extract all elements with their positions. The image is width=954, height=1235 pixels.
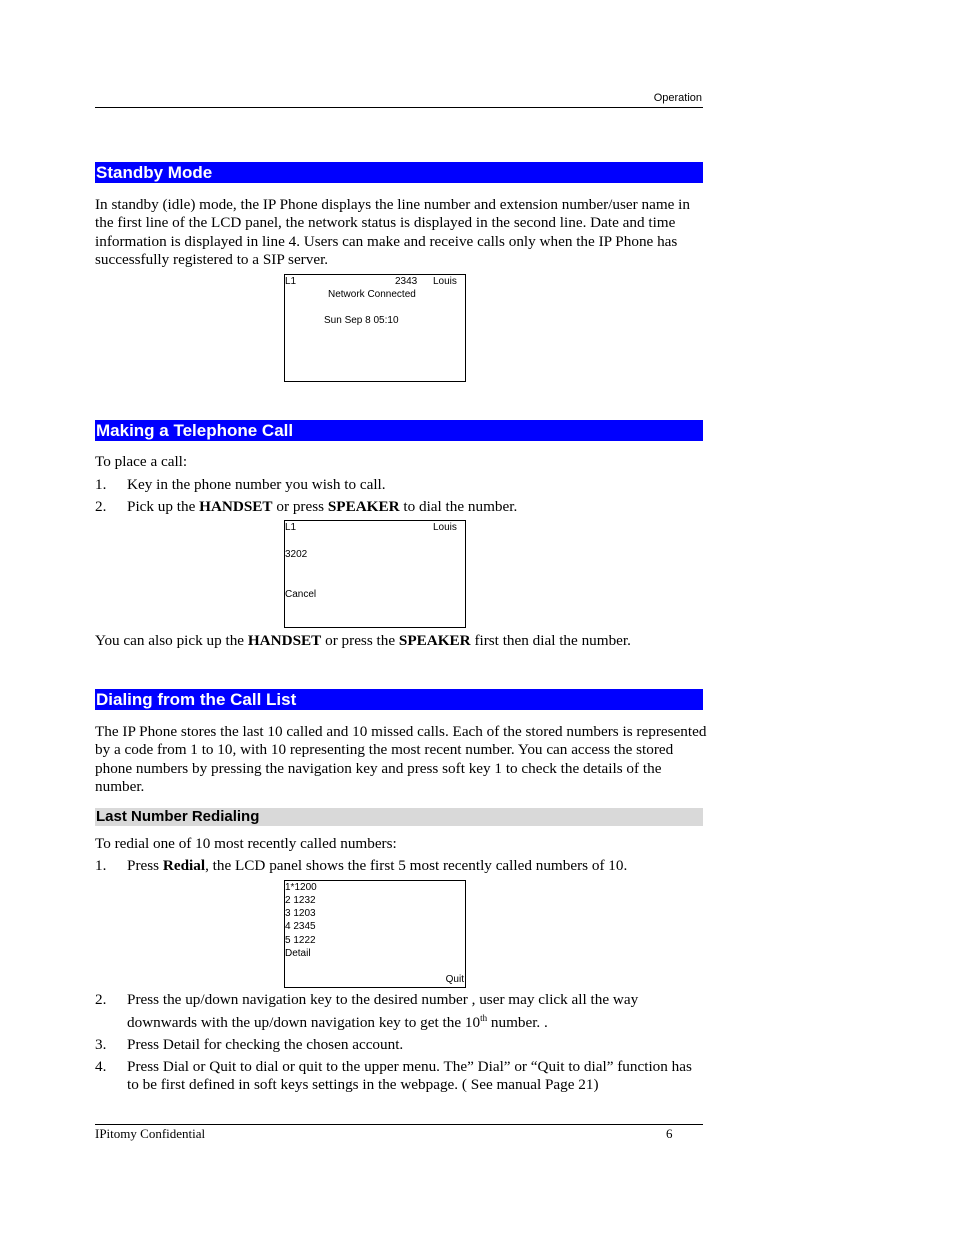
- text-run: downwards with the up/down navigation key to get the 10: [127, 1014, 481, 1031]
- list-text: Press Detail for checking the chosen account.: [127, 1036, 404, 1053]
- list-text: [127, 498, 707, 516]
- header-rule: [95, 107, 703, 108]
- bold-term-handset: HANDSET: [199, 498, 273, 515]
- lcd-line-label: L1: [285, 276, 297, 287]
- text-run: or press: [272, 498, 328, 515]
- bold-term-speaker: SPEAKER: [398, 632, 471, 649]
- lcd-call-entry: 1*1200: [285, 882, 317, 893]
- lcd-user-name: Louis: [433, 522, 457, 533]
- footer-confidential: IPitomy Confidential: [95, 1126, 206, 1141]
- footer-rule: [95, 1124, 703, 1125]
- list-text: Key in the phone number you wish to call.: [127, 476, 386, 493]
- lcd-call-entry: 4 2345: [285, 921, 316, 932]
- text-run: number. .: [487, 1014, 548, 1031]
- ordinal-suffix: th: [480, 1013, 488, 1023]
- lcd-extension: 2343: [395, 276, 418, 287]
- lcd-network-status: Network Connected: [328, 289, 416, 300]
- text-run: first then dial the number.: [470, 632, 631, 649]
- list-number: 4.: [95, 1058, 107, 1075]
- list-text: Press Dial or Quit to dial or quit to the upper menu. The” Dial” or “Quit to dial” function has to be first defined in soft keys settings in the webpage. ( See manual Page 21): [127, 1058, 692, 1094]
- subsection-heading-redial: Last Number Redialing: [95, 808, 703, 826]
- page-number: 6: [666, 1126, 673, 1141]
- text-run: You can also pick up the: [95, 632, 248, 649]
- list-number: 1.: [95, 476, 107, 493]
- text-run: , the LCD panel shows the first 5 most recently called numbers of 10.: [205, 857, 628, 874]
- text-line: [127, 1014, 548, 1032]
- running-header: Operation: [653, 92, 702, 104]
- lcd-redial-list: [284, 880, 466, 988]
- lcd-softkey-cancel: Cancel: [285, 589, 317, 600]
- making-call-intro: To place a call:: [95, 453, 188, 470]
- text-line: Press the up/down navigation key to the desired number , user may click all the way: [127, 991, 639, 1008]
- lcd-datetime: Sun Sep 8 05:10: [324, 315, 399, 326]
- list-number: 2.: [95, 991, 107, 1008]
- lcd-softkey-detail: Detail: [285, 948, 311, 959]
- lcd-call-entry: 2 1232: [285, 895, 316, 906]
- text-run: to dial the number.: [399, 498, 518, 515]
- list-text: [127, 857, 707, 875]
- lcd-line-label: L1: [285, 522, 297, 533]
- section-heading-call-list: Dialing from the Call List: [95, 689, 703, 710]
- lcd-dialing: [284, 520, 466, 628]
- text-run: Press: [127, 857, 163, 874]
- text-run: or press the: [321, 632, 399, 649]
- list-number: 2.: [95, 498, 107, 515]
- bold-term-speaker: SPEAKER: [327, 498, 400, 515]
- bold-term-redial: Redial: [162, 857, 206, 874]
- redial-intro: To redial one of 10 most recently called numbers:: [95, 835, 397, 852]
- section-heading-standby: Standby Mode: [95, 162, 703, 183]
- section-heading-making-call: Making a Telephone Call: [95, 420, 703, 441]
- bold-term-handset: HANDSET: [247, 632, 322, 649]
- call-list-paragraph: The IP Phone stores the last 10 called and 10 missed calls. Each of the stored numbers is represented by a code from 1 to 10, with 10 representing the most recent number. You can access the stored phone numbers by pressing the navigation key and press soft key 1 to check the details of the number.: [95, 723, 707, 795]
- lcd-call-entry: 5 1222: [285, 935, 316, 946]
- list-item: [95, 991, 707, 1031]
- text-run: Pick up the: [127, 498, 200, 515]
- list-number: 1.: [95, 857, 107, 874]
- lcd-call-entry: 3 1203: [285, 908, 316, 919]
- lcd-softkey-quit: Quit: [445, 974, 464, 985]
- standby-paragraph: In standby (idle) mode, the IP Phone displays the line number and extension number/user name in the first line of the LCD panel, the network status is displayed in the second line. Date and time information is displayed in line 4. Users can make and receive calls only when the IP Phone has successfully registered to a SIP server.: [95, 196, 690, 268]
- lcd-dialed-number: 3202: [285, 549, 308, 560]
- list-number: 3.: [95, 1036, 107, 1053]
- making-call-note: [95, 632, 707, 650]
- lcd-standby: [284, 274, 466, 382]
- lcd-user-name: Louis: [433, 276, 457, 287]
